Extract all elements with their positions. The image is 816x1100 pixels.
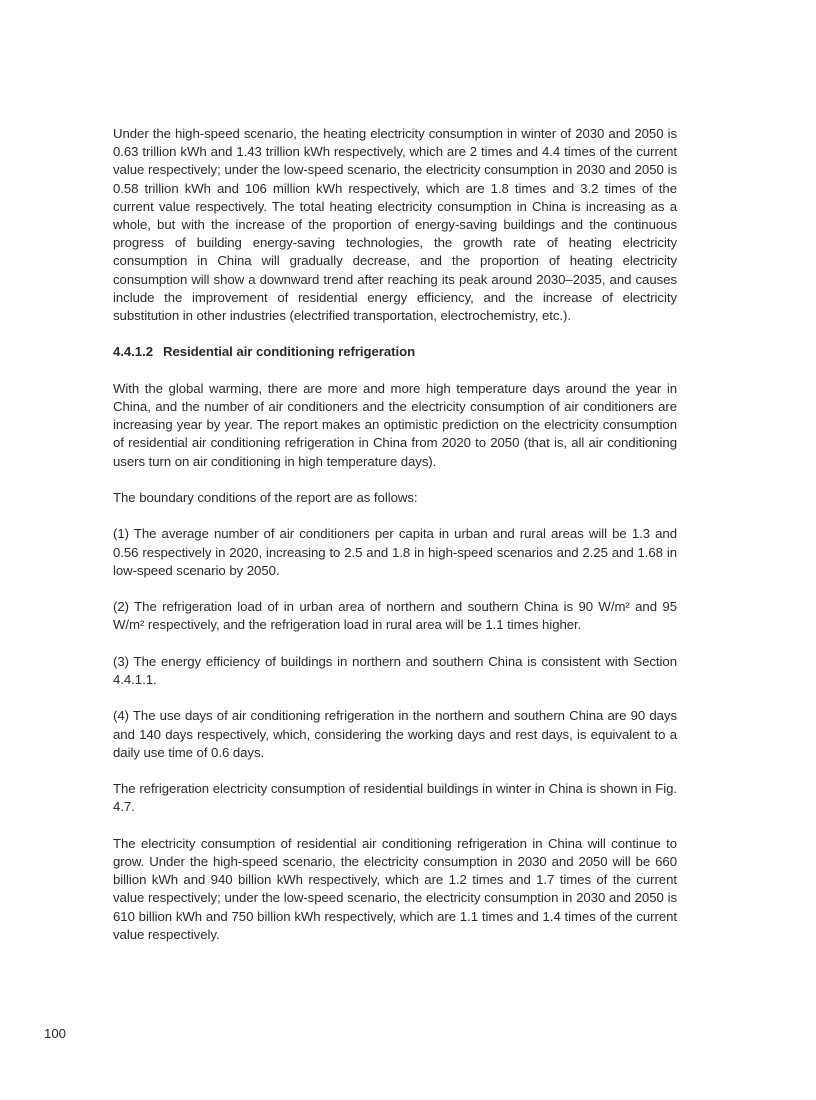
- page-body: [113, 125, 677, 962]
- paragraph-global-warming: With the global warming, there are more and more high temperature days around the year in China, and the number of air conditioners and the electricity consumption of air conditioners are increasing year by year. The report makes an optimistic prediction on the electricity consumption of residential air conditioning refrigeration in China from 2020 to 2050 (that is, all air conditioning users turn on air conditioning in high temperature days).: [113, 380, 677, 469]
- paragraph-condition-3: (3) The energy efficiency of buildings in northern and southern China is consistent with Section 4.4.1.1.: [113, 653, 677, 687]
- section-title: Residential air conditioning refrigeration: [162, 344, 416, 360]
- paragraph-figure-reference: The refrigeration electricity consumption of residential buildings in winter in China is shown in Fig. 4.7.: [113, 781, 677, 815]
- section-heading: [113, 343, 677, 361]
- section-number: 4.4.1.2: [113, 344, 153, 360]
- paragraph-condition-4: (4) The use days of air conditioning refrigeration in the northern and southern China are 90 days and 140 days respectively, which, considering the working days and rest days, is equivalent to a daily use time of 0.6 days.: [113, 708, 677, 760]
- paragraph-condition-1: (1) The average number of air conditioners per capita in urban and rural areas will be 1.3 and 0.56 respectively in 2020, increasing to 2.5 and 1.8 in high-speed scenarios and 2.25 and 1.68 in low-speed scenario by 2050.: [113, 526, 677, 578]
- paragraph-refrigeration-growth: The electricity consumption of residential air conditioning refrigeration in China will continue to grow. Under the high-speed scenario, the electricity consumption in 2030 and 2050 will be 660 billion kWh and 940 billion kWh respectively, which are 1.2 times and 1.7 times of the current value respectively; under the low-speed scenario, the electricity consumption in 2030 and 2050 is 610 billion kWh and 750 billion kWh respectively, which are 1.1 times and 1.4 times of the current value respectively.: [113, 835, 677, 942]
- paragraph-condition-2: (2) The refrigeration load of in urban area of northern and southern China is 90 W/m² and 95 W/m² respectively, and the refrigeration load in rural area will be 1.1 times higher.: [113, 599, 677, 633]
- paragraph-boundary-intro: The boundary conditions of the report are as follows:: [113, 490, 418, 506]
- page-number: 100: [44, 1026, 67, 1041]
- paragraph-heating-consumption: Under the high-speed scenario, the heating electricity consumption in winter of 2030 and 2050 is 0.63 trillion kWh and 1.43 trillion kWh respectively, which are 2 times and 4.4 times of the current value respectively; under the low-speed scenario, the electricity consumption in 2030 and 2050 is 0.58 trillion kWh and 106 million kWh respectively, which are 1.8 times and 3.2 times of the current value respectively. The total heating electricity consumption in China is increasing as a whole, but with the increase of the proportion of energy-saving buildings and the continuous progress of building energy-saving technologies, the growth rate of heating electricity consumption in China will gradually decrease, and the proportion of heating electricity consumption will show a downward trend after reaching its peak around 2030–2035, and causes include the improvement of residential energy efficiency, and the increase of electricity substitution in other industries (electrified transportation, electrochemistry, etc.).: [113, 126, 677, 324]
